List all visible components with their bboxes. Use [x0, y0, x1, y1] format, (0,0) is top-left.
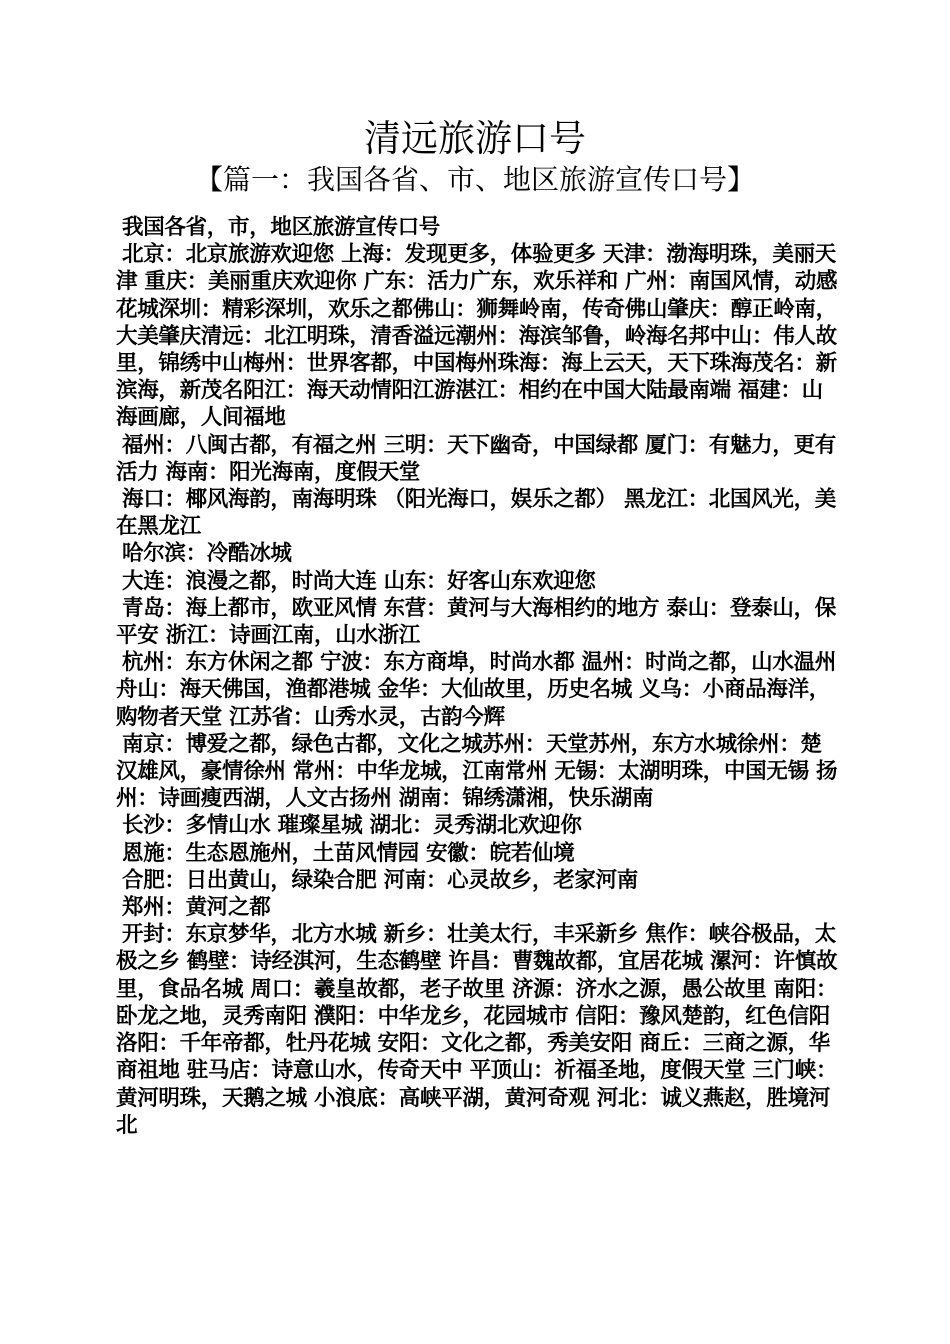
paragraph: 哈尔滨：冷酷冰城 — [122, 541, 292, 567]
paragraph: 海口：椰风海韵，南海明珠 （阳光海口，娱乐之都） 黑龙江：北国风光，美在黑龙江 — [116, 487, 836, 540]
document-subtitle: 【篇一：我国各省、市、地区旅游宣传口号】 — [194, 163, 755, 196]
document-title: 清远旅游口号 — [364, 117, 586, 160]
paragraph: 青岛：海上都市，欧亚风情 东营：黄河与大海相约的地方 泰山：登泰山，保平安 浙江：诗画江南，山水浙江 — [116, 595, 836, 649]
paragraph: 长沙：多情山水 璀璨星城 湖北：灵秀湖北欢迎你 — [122, 813, 582, 839]
paragraph: 杭州：东方休闲之都 宁波：东方商埠，时尚水都 温州：时尚之都，山水温州 舟山：海天佛国，渔都港城 金华：大仙故里，历史名城 义乌：小商品海洋，购物者天堂 江苏省：山秀水灵，古韵今辉 — [116, 650, 836, 730]
paragraph: 开封：东京梦华，北方水城 新乡：壮美太行，丰采新乡 焦作：峡谷极品，太极之乡 鹤壁：诗经淇河，生态鹤壁 许昌：曹魏故都，宜居花城 漯河：许慎故里，食品名城 周口：羲皇故都，老子故里 济源：济水之源，愚公故里 南阳：卧龙之地，灵秀南阳 濮阳：中华龙乡，花园城市 信阳：豫风楚韵，红色信阳 洛阳：千年帝都，牡丹花城 安阳：文化之都，秀美安阳 商丘：三商之源，华商祖地 驻马店：诗意山水，传奇天中 平顶山：祈福圣地，度假天堂 三门峡：黄河明珠，天鹅之城 小浪底：高峡平湖，黄河奇观 河北：诚义燕赵，胜境河北 — [116, 922, 838, 1138]
paragraph: 北京：北京旅游欢迎您 上海：发现更多，体验更多 天津：渤海明珠，美丽天津 重庆：美丽重庆欢迎你 广东：活力广东，欢乐祥和 广州：南国风情，动感花城深圳：精彩深圳，欢乐之都佛山：狮舞岭南，传奇佛山肇庆：醇正岭南，大美肇庆清远：北江明珠，清香溢远潮州：海滨邹鲁，岭海名邦中山：伟人故里，锦绣中山梅州：世界客都，中国梅州珠海：海上云天，天下珠海茂名：新滨海，新茂名阳江：海天动情阳江游湛江：相约在中国大陆最南端 福建：山海画廊，人间福地 — [116, 242, 838, 431]
paragraph: 南京：博爱之都，绿色古都，文化之城苏州：天堂苏州，东方水城徐州：楚汉雄风，豪情徐州 常州：中华龙城，江南常州 无锡：太湖明珠，中国无锡 扬州：诗画瘦西湖，人文古扬州 湖南：锦绣潇湘，快乐湖南 — [116, 731, 838, 812]
document-body — [116, 214, 842, 1139]
paragraph: 大连：浪漫之都，时尚大连 山东：好客山东欢迎您 — [122, 568, 596, 594]
paragraph: 合肥：日出黄山，绿染合肥 河南：心灵故乡，老家河南 — [122, 867, 638, 893]
paragraph: 福州：八闽古都，有福之州 三明：天下幽奇，中国绿都 厦门：有魅力，更有活力 海南：阳光海南，度假天堂 — [116, 432, 836, 485]
paragraph: 郑州：黄河之都 — [122, 895, 271, 921]
paragraph: 我国各省，市，地区旅游宣传口号 — [122, 215, 441, 240]
paragraph: 恩施：生态恩施州，土苗风情园 安徽：皖若仙境 — [122, 840, 575, 866]
